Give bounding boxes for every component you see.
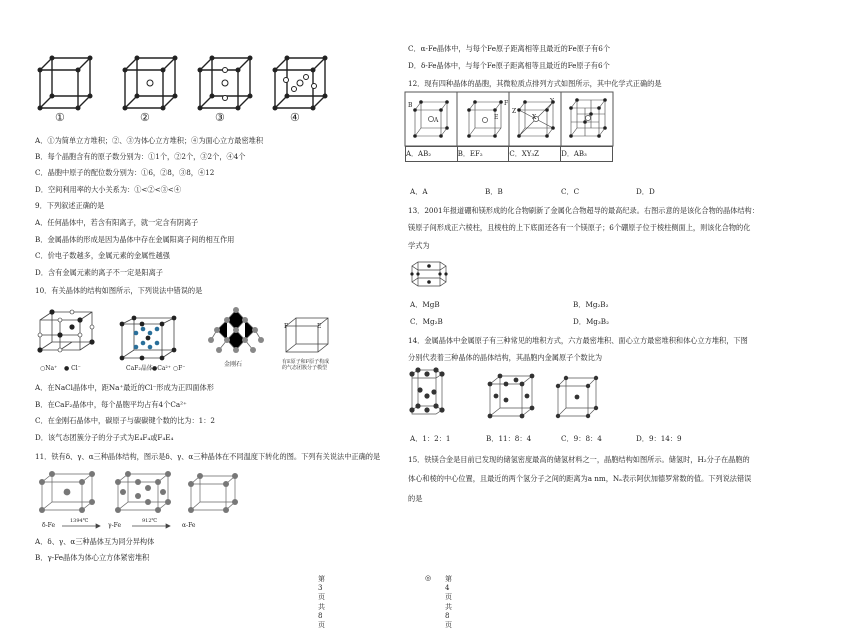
diamond-label: 金刚石	[224, 361, 243, 368]
q12-answer-a: A．A	[410, 187, 428, 196]
cube-label-4: ④	[290, 111, 300, 124]
q9-stem: 9．下列叙述正确的是	[35, 201, 105, 210]
q10-nacl-figure	[36, 310, 100, 360]
q13-option-a: A．MgB	[410, 300, 440, 309]
q15-stem-2: 体心和棱的中心位置，且最近的两个氢分子之间的距离为a nm，Nₐ表示阿伏加德罗常数的值。下列说法错误	[408, 474, 752, 483]
q14-option-c: C．9：8：4	[561, 434, 602, 443]
q11-option-b: B．γ-Fe晶体为体心立方体紧密堆积	[35, 553, 150, 562]
q13-hexprism-figure	[410, 256, 448, 292]
q12-letter-e: E	[494, 114, 499, 121]
q12-letter-z: Z	[512, 108, 517, 115]
q13-stem-1: 13．2001年报道硼和镁形成的化合物刷新了金属化合物超导的最高纪录。右图示意的是该化合物的晶体结构：	[408, 206, 759, 215]
q9-option-c: C．价电子数越多，金属元素的金属性越强	[35, 251, 170, 260]
q14-option-b: B．11：8：4	[486, 434, 532, 443]
q10-caf2-figure	[118, 316, 178, 362]
q14-option-d: D．9：14：9	[636, 434, 682, 443]
q14-structures-figure	[408, 366, 608, 422]
q8-cubes-figure	[30, 44, 330, 124]
q15-stem-1: 15．铁镁合金是目前已发现的储氢密度最高的储氢材料之一，晶胞结构如图所示。储氢时，H₂分子在晶胞的	[408, 455, 750, 464]
delta-fe-label: δ-Fe	[42, 522, 56, 529]
q14-stem-2: 分别代表着三种晶体的晶体结构，其晶胞内金属原子个数比为	[408, 353, 603, 362]
nacl-cl-label: ● Cl⁻	[64, 365, 81, 372]
q15-stem-3: 的是	[408, 494, 423, 503]
q14-stem-1: 14．金属晶体中金属原子有三种常见的堆积方式，六方最密堆积、面心立方最密堆积和体心立方堆积，下图	[408, 336, 748, 345]
q12-answer-c: C．C	[561, 187, 580, 196]
q13-option-d: D．Mg₃B₂	[573, 317, 609, 326]
gamma-fe-label: γ-Fe	[108, 522, 121, 529]
q10-cluster-figure	[282, 316, 332, 356]
q13-option-b: B．Mg₂B₂	[573, 300, 609, 309]
nacl-na-label: ○Na⁺	[40, 365, 58, 372]
q10-stem: 10．有关晶体的结构如图所示，下列说法中错误的是	[35, 286, 203, 295]
q12-cell-a: A．AB₂	[406, 147, 458, 162]
q12-cell-c: C．XY₃Z	[509, 147, 561, 162]
q11-option-d: D．δ-Fe晶体中，与每个Fe原子距离相等且最近的Fe原子有6个	[408, 61, 610, 70]
q12-letter-f: F	[504, 100, 509, 107]
q13-stem-2: 镁原子间形成正六棱柱，且棱柱的上下底面还各有一个镁原子；6个硼原子位于棱柱侧面上，则该化合物的化	[408, 223, 751, 232]
q12-cell-table	[405, 146, 613, 162]
arrow-temp-2: 912℃	[142, 518, 158, 524]
q12-cell-b: B．EF₂	[457, 147, 509, 162]
q12-letter-a: A	[434, 117, 439, 124]
mol-caption-2: 的气态团簇分子模型	[282, 365, 328, 371]
mol-e-label: E	[317, 323, 322, 330]
q12-letter-x: X	[532, 114, 537, 121]
caf2-legend: ●Ca²⁺ ○F⁻	[152, 365, 186, 372]
q10-option-c: C．在金刚石晶体中，碳原子与碳碳键个数的比为：1：2	[35, 416, 215, 425]
q12-answer-b: B．B	[485, 187, 503, 196]
q9-option-a: A．任何晶体中，若含有阳离子，就一定含有阴离子	[35, 218, 199, 227]
q9-option-b: B．金属晶体的形成是因为晶体中存在金属阳离子间的相互作用	[35, 235, 235, 244]
q11-iron-figure	[36, 470, 246, 514]
arrow-temp-1: 1394℃	[70, 518, 89, 524]
q12-stem: 12．现有四种晶体的晶胞，其微粒质点排列方式如图所示，其中化学式正确的是	[408, 79, 662, 88]
q11-option-a: A．δ、γ、α三种晶体互为同分异构体	[35, 537, 155, 546]
cube-label-2: ②	[140, 111, 150, 124]
cube-label-3: ③	[215, 111, 225, 124]
q12-letter-y: Y	[550, 98, 554, 105]
q11-option-c: C．α-Fe晶体中，与每个Fe原子距离相等且最近的Fe原子有6个	[408, 44, 611, 53]
q9-option-d: D．含有金属元素的离子不一定是阳离子	[35, 268, 163, 277]
q10-option-d: D．该气态团簇分子的分子式为E₄F₄或F₄E₄	[35, 433, 174, 442]
q12-answer-d: D．D	[636, 187, 655, 196]
mol-caption-1: 有E原子和F原子构成	[282, 359, 330, 365]
mol-f-label: F	[284, 323, 289, 330]
q12-letter-b: B	[408, 102, 413, 109]
center-binding-mark: ◎	[425, 574, 432, 582]
q12-cell-d: D．AB₃	[561, 147, 613, 162]
q8-option-c: C．晶胞中原子的配位数分别为：①6，②8，③8，④12	[35, 168, 215, 177]
q8-option-b: B．每个晶胞含有的原子数分别为：①1个，②2个，③2个，④4个	[35, 152, 246, 161]
q11-stem: 11．铁有δ、γ、α三种晶体结构，图示是δ、γ、α三种晶体在不同温度下转化的图。下列有关说法中正确的是	[35, 452, 381, 461]
caf2-label: CaF₂晶体	[126, 365, 153, 372]
cube-label-1: ①	[55, 111, 65, 124]
q10-diamond-figure	[205, 306, 267, 358]
q8-option-d: D．空间利用率的大小关系为：①<②<③<④	[35, 185, 182, 194]
q13-stem-3: 学式为	[408, 241, 430, 250]
alpha-fe-label: α-Fe	[182, 522, 196, 529]
q13-option-c: C．Mg₂B	[410, 317, 443, 326]
q8-option-a: A．①为简单立方堆积；②、③为体心立方堆积；④为面心立方最密堆积	[35, 136, 264, 145]
q10-option-a: A．在NaCl晶体中，距Na⁺最近的Cl⁻形成为正四面体形	[35, 383, 214, 392]
q10-option-b: B．在CaF₂晶体中，每个晶胞平均占有4个Ca²⁺	[35, 400, 187, 409]
right-footer: 第4页 共8页	[445, 575, 452, 629]
left-footer: 第3页 共8页	[318, 575, 325, 629]
q14-option-a: A．1：2：1	[410, 434, 451, 443]
